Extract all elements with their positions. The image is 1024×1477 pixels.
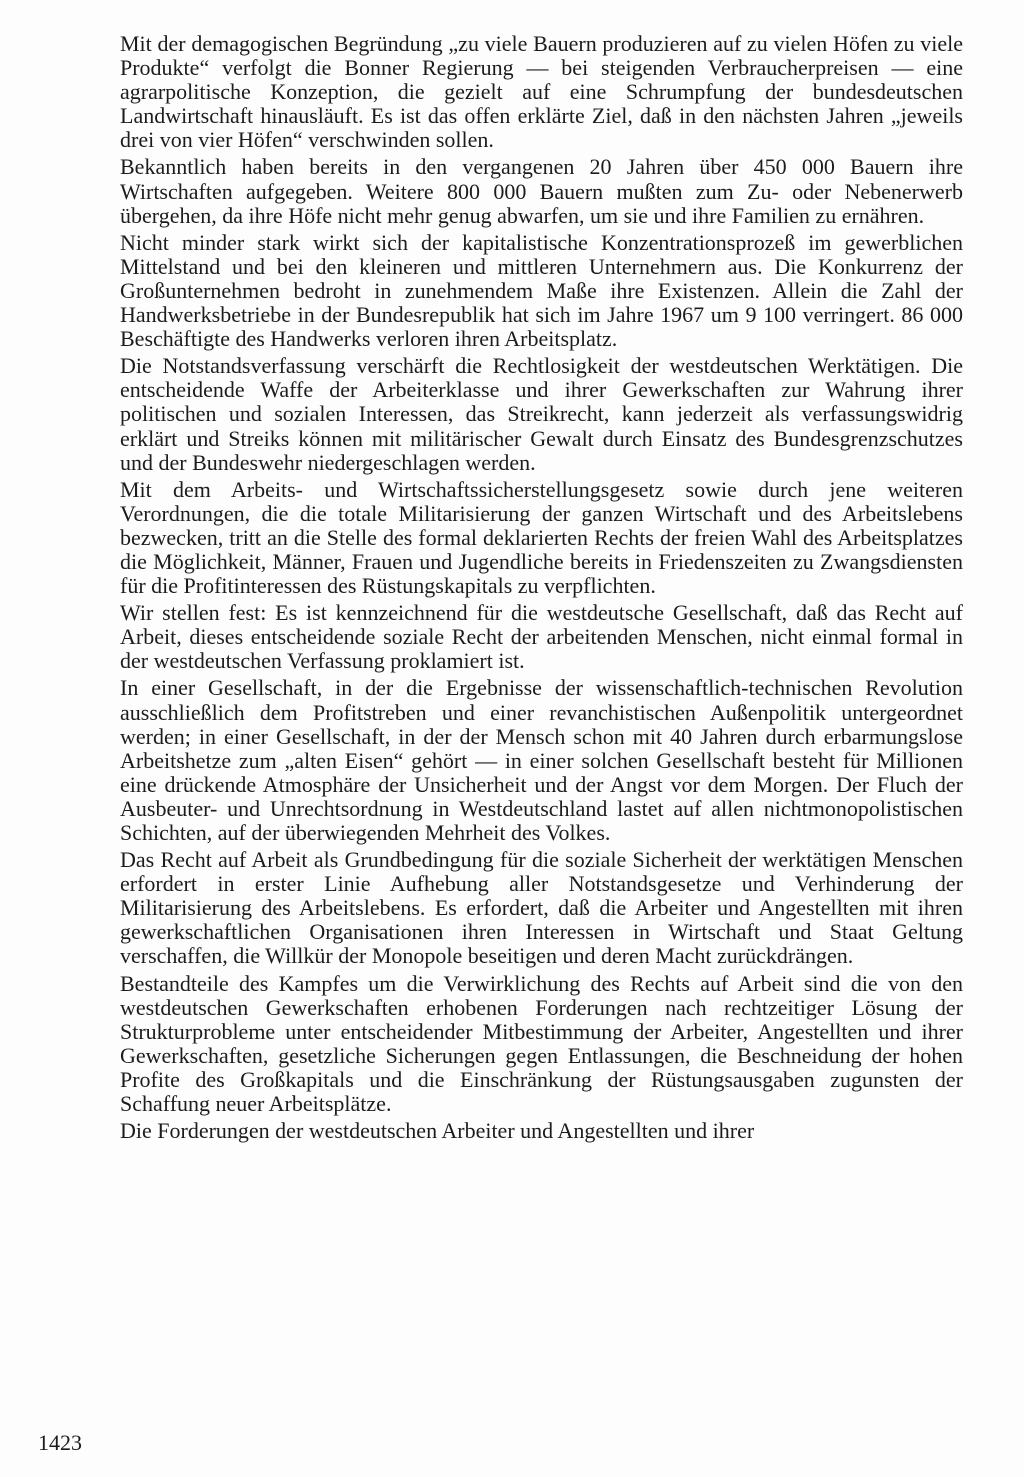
paragraph-recht-auf-arbeit: Wir stellen fest: Es ist kennzeichnend für die westdeutsche Gesellschaft, daß das Recht auf Arbeit, dieses entscheidende soziale Recht der arbeitenden Menschen, nicht einmal formal in der westdeutschen Verfassung proklamiert ist.: [120, 600, 963, 674]
paragraph-agrarpolitik: Mit der demagogischen Begründung „zu viele Bauern produzieren auf zu vielen Höfen zu viele Produkte“ verfolgt die Bonner Regierung — bei steigenden Verbraucherpreisen — eine agrarpolitische Konzeption, die gezielt auf eine Schrumpfung der bundesdeutschen Landwirtschaft hinausläuft. Es ist das offen erklärte Ziel, daß in den nächsten Jahren „jeweils drei von vier Höfen“ verschwinden sollen.: [120, 31, 963, 153]
paragraph-bauern-aufgegeben: Bekanntlich haben bereits in den vergangenen 20 Jahren über 450 000 Bauern ihre Wirtschaften aufgegeben. Weitere 800 000 Bauern mußten zum Zu- oder Nebenerwerb übergehen, da ihre Höfe nicht mehr genug abwarfen, um sie und ihre Familien zu ernähren.: [120, 154, 963, 228]
paragraph-bestandteile: Bestandteile des Kampfes um die Verwirklichung des Rechts auf Arbeit sind die von den westdeutschen Gewerkschaften erhobenen Forderungen nach rechtzeitiger Lösung der Strukturprobleme unter entscheidender Mitbestimmung der Arbeiter, Angestellten und ihrer Gewerkschaften, gesetzliche Sicherungen gegen Entlassungen, die Beschneidung der hohen Profite des Großkapitals und die Einschränkung der Rüstungsausgaben zugunsten der Schaffung neuer Arbeitsplätze.: [120, 970, 963, 1117]
paragraph-grundbedingung: Das Recht auf Arbeit als Grundbedingung für die soziale Sicherheit der werktätigen Menschen erfordert in erster Linie Aufhebung aller Notstandsgesetze und Verhinderung der Militarisierung des Arbeitslebens. Es erfordert, daß die Arbeiter und Angestellten mit ihren gewerkschaftlichen Organisationen ihren Interessen in Wirtschaft und Staat Geltung verschaffen, die Willkür der Monopole beseitigen und deren Macht zurückdrängen.: [120, 847, 963, 969]
paragraph-notstandsverfassung: Die Notstandsverfassung verschärft die Rechtlosigkeit der westdeutschen Werktätigen. Die entscheidende Waffe der Arbeiterklasse und ihrer Gewerkschaften zur Wahrung ihrer politischen und sozialen Interessen, das Streikrecht, kann jederzeit als verfassungswidrig erklärt und Streiks können mit militärischer Gewalt durch Einsatz des Bundesgrenzschutzes und der Bundeswehr niedergeschlagen werden.: [120, 353, 963, 475]
paragraph-konzentrationsprozess: Nicht minder stark wirkt sich der kapitalistische Konzentrationsprozeß im gewerblichen Mittelstand und bei den kleineren und mittleren Unternehmern aus. Die Konkurrenz der Großunternehmen bedroht in zunehmendem Maße ihre Existenzen. Allein die Zahl der Handwerksbetriebe in der Bundesrepublik hat sich im Jahre 1967 um 9 100 verringert. 86 000 Beschäftigte des Handwerks verloren ihren Arbeitsplatz.: [120, 229, 963, 352]
paragraph-forderungen: Die Forderungen der westdeutschen Arbeiter und Angestellten und ihrer: [120, 1118, 755, 1144]
paragraph-sicherstellungsgesetz: Mit dem Arbeits- und Wirtschaftssicherstellungsgesetz sowie durch jene weiteren Verordnungen, die die totale Militarisierung der ganzen Wirtschaft und des Arbeitslebens bezwecken, tritt an die Stelle des formal deklarierten Rechts der freien Wahl des Arbeitsplatzes die Möglichkeit, Männer, Frauen und Jugendliche bereits in Friedenszeiten zu Zwangsdiensten für die Profitinteressen des Rüstungskapitals zu verpflichten.: [120, 476, 963, 599]
paragraph-gesellschaft: In einer Gesellschaft, in der die Ergebnisse der wissenschaftlich-technischen Revolution ausschließlich dem Profitstreben und einer revanchistischen Außenpolitik untergeordnet werden; in einer Gesellschaft, in der der Mensch schon mit 40 Jahren durch erbarmungslose Arbeitshetze zum „alten Eisen“ gehört — in einer solchen Gesellschaft besteht für Millionen eine drückende Atmosphäre der Unsicherheit und der Angst vor dem Morgen. Der Fluch der Ausbeuter- und Unrechtsordnung in Westdeutschland lastet auf allen nichtmonopolistischen Schichten, auf der überwiegenden Mehrheit des Volkes.: [120, 675, 963, 845]
text-column: [120, 32, 963, 1146]
page-number: 1423: [38, 1430, 82, 1455]
